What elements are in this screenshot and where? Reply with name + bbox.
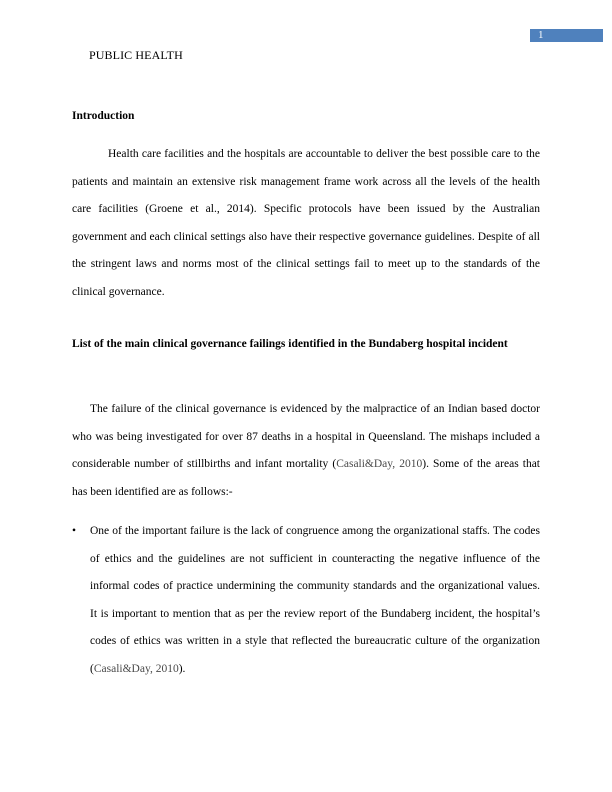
failings-heading: List of the main clinical governance failings identified in the Bundaberg hospital incident bbox=[72, 338, 508, 350]
bullet-text-end: ). bbox=[178, 662, 186, 675]
bullet-citation: Casali&Day, 2010 bbox=[93, 662, 179, 675]
page-number: 1 bbox=[538, 29, 544, 41]
bullet-text-body: One of the important failure is the lack of congruence among the organizational staffs. The codes of ethics and the guidelines are not sufficient in counteracting the negative influence of the informal codes of practice undermining the community standards and the organizational values. It is important to mention that as per the review report of the Bundaberg incident, the hospital’s codes of ethics was written in a style that reflected the bureaucratic culture of the organization ( bbox=[90, 525, 540, 675]
bullet-text bbox=[90, 518, 540, 684]
bullet-marker: • bbox=[72, 525, 77, 537]
failings-paragraph-text: The failure of the clinical governance is evidenced by the malpractice of an Indian based doctor who was being investigated for over 87 deaths in a hospital in Queensland. The mishaps included a considerable number of stillbirths and infant mortality ( bbox=[72, 403, 540, 471]
introduction-heading: Introduction bbox=[72, 110, 135, 122]
failings-citation: Casali&Day, 2010 bbox=[336, 458, 423, 471]
introduction-paragraph: Health care facilities and the hospitals are accountable to deliver the best possible care to the patients and maintain an extensive risk management frame work across all the levels of the health care facilities (Groene et al., 2014). Specific protocols have been issued by the Australian government and each clinical settings also have their respective governance guidelines. Despite of all the stringent laws and norms most of the clinical settings fail to meet up to the standards of the clinical governance. bbox=[72, 148, 540, 298]
running-head: PUBLIC HEALTH bbox=[89, 48, 183, 62]
failings-paragraph bbox=[72, 396, 540, 506]
failings-paragraph-end: ). Some of the areas that has been identified are as follows:- bbox=[72, 458, 540, 498]
